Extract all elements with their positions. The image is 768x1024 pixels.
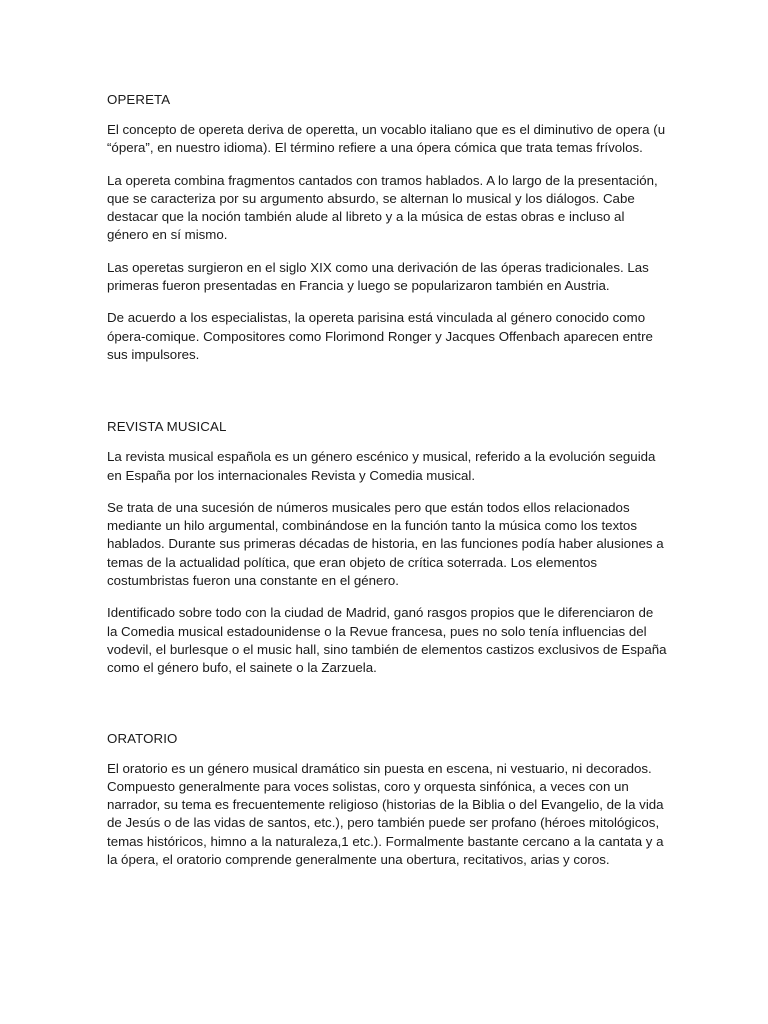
section-revista-musical <box>107 418 667 677</box>
paragraph: Identificado sobre todo con la ciudad de Madrid, ganó rasgos propios que le diferenciaron de la Comedia musical estadounidense o la Revue francesa, pues no solo tenía influencias del vodevil, el burlesque o el music hall, sino también de elementos castizos exclusivos de España como el género bufo, el sainete o la Zarzuela. <box>107 605 667 676</box>
paragraph: El concepto de opereta deriva de operetta, un vocablo italiano que es el diminutivo de opera (u “ópera”, en nuestro idioma). El término refiere a una ópera cómica que trata temas frívolos. <box>107 122 666 156</box>
paragraph: De acuerdo a los especialistas, la opereta parisina está vinculada al género conocido como ópera-comique. Compositores como Florimond Ronger y Jacques Offenbach aparecen entre sus impulsores. <box>107 310 653 362</box>
section-opereta <box>107 91 667 364</box>
paragraph: Se trata de una sucesión de números musicales pero que están todos ellos relacionados mediante un hilo argumental, combinándose en la función tanto la música como los textos hablados. Durante sus primeras décadas de historia, en las funciones podía haber alusiones a temas de la actualidad política, que eran objeto de crítica soterrada. Los elementos costumbristas fueron una constante en el género. <box>107 499 664 589</box>
paragraph: La revista musical española es un género escénico y musical, referido a la evolución seguida en España por los internacionales Revista y Comedia musical. <box>107 449 656 483</box>
section-heading: OPERETA <box>107 92 171 107</box>
paragraph: Las operetas surgieron en el siglo XIX como una derivación de las óperas tradicionales. Las primeras fueron presentadas en Francia y luego se popularizaron también en Austria. <box>107 259 649 294</box>
section-heading: ORATORIO <box>107 730 178 746</box>
section-heading: REVISTA MUSICAL <box>107 419 227 435</box>
document-page <box>107 91 667 883</box>
section-spacer <box>107 378 667 418</box>
section-spacer <box>107 692 667 730</box>
section-oratorio <box>107 730 667 870</box>
paragraph: La opereta combina fragmentos cantados con tramos hablados. A lo largo de la presentación, que se caracteriza por su argumento absurdo, se alternan lo musical y los diálogos. Cabe destacar que la noción también alude al libreto y a la música de estas obras e incluso al género en sí mismo. <box>107 172 658 243</box>
paragraph: El oratorio es un género musical dramático sin puesta en escena, ni vestuario, ni decorados. Compuesto generalmente para voces solistas, coro y orquesta sinfónica, a veces con un narrador, su tema es frecuentemente religioso (historias de la Biblia o del Evangelio, de la vida de Jesús o de las vidas de santos, etc.), pero también puede ser profano (héroes mitológicos, temas históricos, himno a la naturaleza,1 etc.). Formalmente bastante cercano a la cantata y a la ópera, el oratorio comprende generalmente una obertura, recitativos, arias y coros. <box>107 760 664 868</box>
